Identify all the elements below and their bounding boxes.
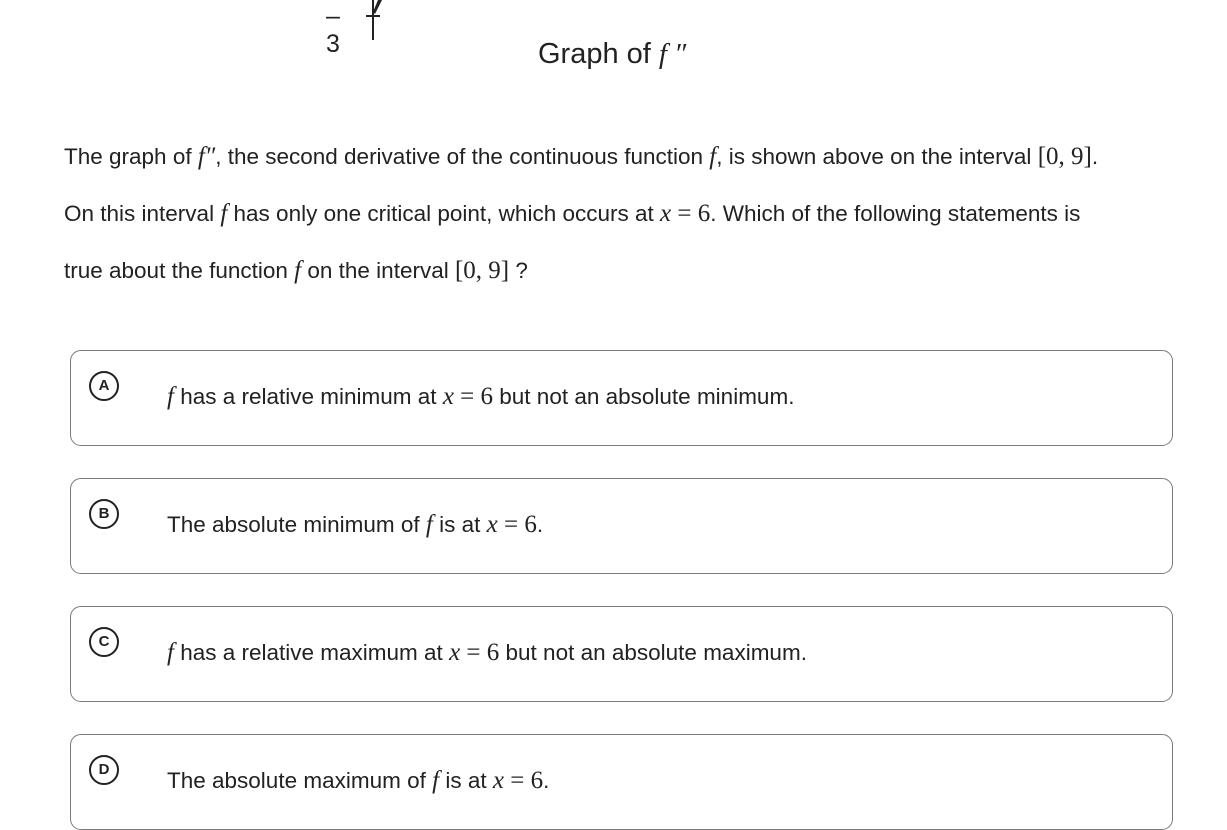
choice-letter-a: A (89, 371, 119, 401)
choice-text: but not an absolute maximum. (499, 640, 807, 665)
choice-letter-d: D (89, 755, 119, 785)
question-text: . (1091, 144, 1099, 169)
question-text: ? (509, 258, 528, 283)
answer-choice-d[interactable] (70, 734, 1173, 830)
math-x: x (442, 383, 454, 410)
math-x: x (449, 639, 461, 666)
question-text: has only one critical point, which occurs at (227, 201, 660, 226)
math-equals-6: = 6 (497, 511, 537, 538)
math-equals-6: = 6 (453, 383, 494, 410)
answer-choice-b[interactable] (70, 478, 1173, 574)
question-text: true about the function (64, 258, 295, 283)
choice-text: is at (439, 768, 493, 793)
y-axis-tick-label: –3 (326, 2, 340, 58)
math-f: f (167, 383, 174, 410)
math-equals-6: = 6 (460, 639, 500, 666)
question-text: on the interval (301, 258, 455, 283)
choice-text: has a relative maximum at (173, 640, 450, 665)
answer-choice-a[interactable] (70, 350, 1173, 446)
choice-text: is at (432, 512, 487, 537)
math-x: x (492, 767, 504, 794)
question-text: . Which of the following statements is (710, 201, 1081, 226)
question-stem (64, 128, 1184, 299)
math-x: x (660, 200, 672, 227)
choice-text: The absolute minimum of (167, 512, 426, 537)
math-f: f (425, 511, 433, 538)
math-f: f (167, 639, 174, 666)
choice-text: but not an absolute minimum. (493, 384, 795, 409)
graph-title-function: f ″ (658, 38, 687, 70)
graph-title (538, 34, 686, 74)
question-text: The graph of (64, 144, 198, 169)
question-line-2 (64, 185, 1184, 242)
choice-text-d (167, 763, 549, 799)
math-f: f (294, 257, 302, 284)
math-f: f (220, 200, 228, 227)
choice-text: . (536, 512, 544, 537)
math-equals-6: = 6 (671, 200, 711, 227)
math-interval: [0, 9] (454, 257, 510, 284)
choice-text-b (167, 507, 543, 543)
answer-choice-c[interactable] (70, 606, 1173, 702)
choice-text: . (543, 768, 550, 793)
question-text: On this interval (64, 201, 221, 226)
math-interval: [0, 9] (1037, 143, 1092, 170)
math-x: x (486, 511, 498, 538)
graph-title-prefix: Graph of (538, 38, 651, 70)
question-text: , the second derivative of the continuous function (215, 144, 710, 169)
question-line-3 (64, 242, 1184, 299)
math-f-double-prime: f″ (197, 143, 216, 170)
y-axis-fragment (362, 0, 386, 40)
choice-text: has a relative minimum at (173, 384, 443, 409)
choice-text-a (167, 379, 794, 415)
choice-text-c (167, 635, 807, 671)
math-f: f (432, 767, 440, 794)
choice-letter-c: C (89, 627, 119, 657)
choice-text: The absolute maximum of (167, 768, 433, 793)
math-equals-6: = 6 (503, 767, 544, 794)
question-text: , is shown above on the interval (716, 144, 1038, 169)
math-f: f (709, 143, 717, 170)
choice-letter-b: B (89, 499, 119, 529)
question-line-1 (64, 128, 1184, 185)
